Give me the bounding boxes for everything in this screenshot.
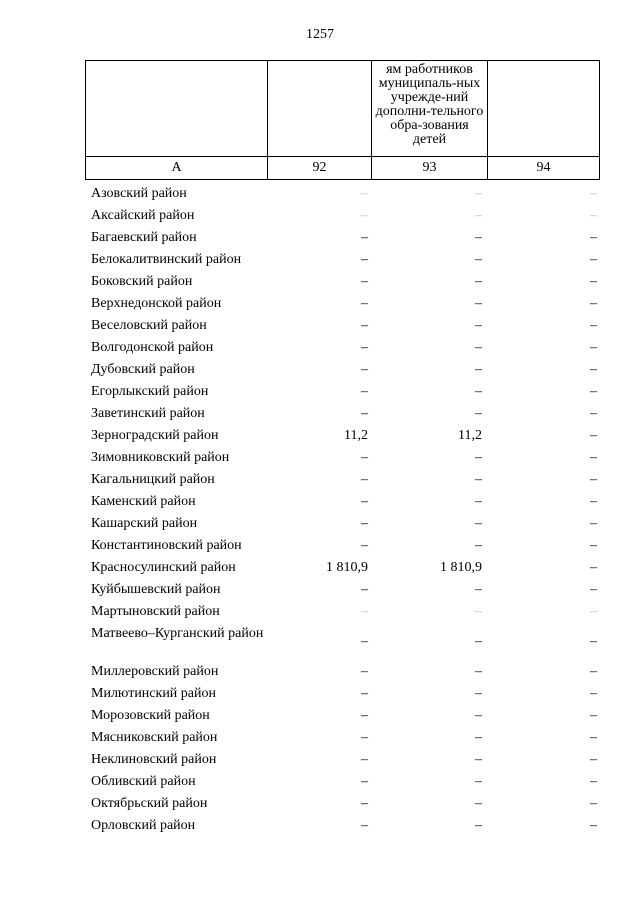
value-col-93: – (475, 362, 482, 377)
value-col-94: – (590, 252, 597, 267)
table-row (91, 468, 597, 490)
district-name: Милютинский район (91, 686, 217, 701)
district-name: Октябрьский район (91, 796, 208, 811)
value-col-93: – (475, 538, 482, 553)
header-cell-93 (372, 61, 488, 157)
value-col-93: – (475, 230, 482, 245)
value-col-92: – (361, 406, 368, 421)
value-col-93: – (475, 796, 482, 811)
column-number-92: 92 (268, 157, 372, 180)
district-name: Обливский район (91, 774, 196, 789)
district-name: Красносулинский район (91, 560, 236, 575)
district-name: Мясниковский район (91, 730, 218, 745)
value-col-94: – (590, 384, 597, 399)
table-row (91, 314, 597, 336)
value-col-92: – (361, 686, 368, 701)
value-col-94: – (590, 494, 597, 509)
table-row (91, 622, 597, 660)
value-col-93: – (475, 686, 482, 701)
value-col-92: – (361, 538, 368, 553)
value-col-93: – (475, 450, 482, 465)
value-col-94: – (590, 450, 597, 465)
table-row (91, 292, 597, 314)
district-name: Орловский район (91, 818, 196, 833)
header-cell-92 (268, 61, 372, 157)
value-col-92: – (361, 230, 368, 245)
value-col-93: – (475, 384, 482, 399)
table-row (91, 248, 597, 270)
value-col-93: – (475, 708, 482, 723)
district-name: Дубовский район (91, 362, 195, 377)
table-row (91, 660, 597, 682)
table-row (91, 226, 597, 248)
table-row (91, 204, 597, 226)
value-col-93: – (475, 664, 482, 679)
table-row (91, 446, 597, 468)
value-col-93: – (475, 472, 482, 487)
district-name: Морозовский район (91, 708, 210, 723)
value-col-94: – (590, 664, 597, 679)
value-col-92: – (361, 752, 368, 767)
value-col-92: – (361, 362, 368, 377)
column-93-heading: ям работников муниципаль-ных учрежде-ний дополни-тельного обра-зования детей (375, 62, 484, 147)
header-cell-a (86, 61, 268, 157)
value-col-94: – (590, 538, 597, 553)
value-col-94: – (590, 428, 597, 443)
table-row (91, 600, 597, 622)
district-name: Константиновский район (91, 538, 242, 553)
district-name: Миллеровский район (91, 664, 219, 679)
value-col-92: – (361, 472, 368, 487)
table-row (91, 182, 597, 204)
table-row (91, 270, 597, 292)
value-col-94: – (590, 340, 597, 355)
table-row (91, 556, 597, 578)
district-name: Белокалитвинский район (91, 252, 242, 267)
table-body (91, 182, 597, 836)
value-col-92: – (361, 384, 368, 399)
header-cell-94 (488, 61, 600, 157)
table-row (91, 424, 597, 446)
value-col-92: – (361, 516, 368, 531)
page-number: 1257 (306, 27, 334, 42)
header-row (86, 61, 600, 157)
value-col-94: – (590, 186, 597, 201)
value-col-92: – (361, 494, 368, 509)
table-row (91, 336, 597, 358)
value-col-94: – (590, 708, 597, 723)
table-row (91, 814, 597, 836)
value-col-94: – (590, 686, 597, 701)
value-col-92: 1 810,9 (326, 560, 368, 575)
value-col-93: – (475, 730, 482, 745)
value-col-93: – (475, 252, 482, 267)
value-col-92: – (361, 252, 368, 267)
value-col-94: – (590, 362, 597, 377)
district-name: Мартыновский район (91, 604, 220, 619)
column-number-row (86, 157, 600, 180)
district-name: Кашарский район (91, 516, 198, 531)
value-col-93: – (475, 318, 482, 333)
value-col-92: – (361, 796, 368, 811)
value-col-94: – (590, 774, 597, 789)
value-col-94: – (590, 582, 597, 597)
district-name: Верхнедонской район (91, 296, 222, 311)
value-col-92: – (361, 186, 368, 201)
column-number-94: 94 (488, 157, 600, 180)
table-row (91, 512, 597, 534)
value-col-92: – (361, 274, 368, 289)
value-col-93: – (475, 274, 482, 289)
value-col-92: – (361, 774, 368, 789)
district-name: Веселовский район (91, 318, 207, 333)
value-col-92: – (361, 664, 368, 679)
district-name: Азовский район (91, 186, 187, 201)
value-col-93: – (475, 516, 482, 531)
value-col-94: – (590, 472, 597, 487)
value-col-92: – (361, 318, 368, 333)
district-name: Зерноградский район (91, 428, 219, 443)
table-row (91, 682, 597, 704)
value-col-94: – (590, 818, 597, 833)
value-col-94: – (590, 274, 597, 289)
district-name: Аксайский район (91, 208, 195, 223)
value-col-94: – (590, 208, 597, 223)
value-col-94: – (590, 516, 597, 531)
value-col-94: – (590, 296, 597, 311)
value-col-93: – (475, 494, 482, 509)
value-col-94: – (590, 318, 597, 333)
value-col-92: – (361, 634, 368, 649)
value-col-93: – (475, 406, 482, 421)
value-col-94: – (590, 560, 597, 575)
table-row (91, 534, 597, 556)
value-col-92: – (361, 296, 368, 311)
value-col-94: – (590, 752, 597, 767)
value-col-94: – (590, 730, 597, 745)
value-col-93: 1 810,9 (440, 560, 482, 575)
table-row (91, 770, 597, 792)
district-name: Куйбышевский район (91, 582, 221, 597)
value-col-92: – (361, 582, 368, 597)
table-row (91, 402, 597, 424)
value-col-93: – (475, 582, 482, 597)
value-col-93: – (475, 296, 482, 311)
table-row (91, 704, 597, 726)
value-col-92: – (361, 340, 368, 355)
value-col-94: – (590, 634, 597, 649)
district-name: Неклиновский район (91, 752, 217, 767)
table-row (91, 490, 597, 512)
district-name: Каменский район (91, 494, 196, 509)
value-col-93: – (475, 340, 482, 355)
value-col-93: – (475, 752, 482, 767)
table-header (85, 60, 600, 180)
district-name: Кагальницкий район (91, 472, 215, 487)
column-number-a: А (86, 157, 268, 180)
table-row (91, 358, 597, 380)
value-col-92: – (361, 730, 368, 745)
value-col-93: – (475, 634, 482, 649)
value-col-93: – (475, 774, 482, 789)
value-col-92: – (361, 708, 368, 723)
table-row (91, 726, 597, 748)
value-col-93: – (475, 818, 482, 833)
value-col-92: – (361, 208, 368, 223)
district-name: Егорлыкский район (91, 384, 209, 399)
district-name: Матвеево–Курганский район (91, 626, 264, 641)
value-col-92: – (361, 450, 368, 465)
value-col-94: – (590, 604, 597, 619)
value-col-94: – (590, 230, 597, 245)
table-row (91, 748, 597, 770)
district-name: Багаевский район (91, 230, 197, 245)
value-col-93: 11,2 (458, 428, 482, 443)
table-row (91, 380, 597, 402)
district-name: Заветинский район (91, 406, 205, 421)
value-col-94: – (590, 406, 597, 421)
value-col-92: 11,2 (344, 428, 368, 443)
value-col-93: – (475, 208, 482, 223)
value-col-92: – (361, 818, 368, 833)
value-col-93: – (475, 186, 482, 201)
district-name: Боковский район (91, 274, 193, 289)
district-name: Зимовниковский район (91, 450, 230, 465)
value-col-94: – (590, 796, 597, 811)
table-row (91, 792, 597, 814)
value-col-93: – (475, 604, 482, 619)
column-number-93: 93 (372, 157, 488, 180)
value-col-92: – (361, 604, 368, 619)
table-row (91, 578, 597, 600)
district-name: Волгодонской район (91, 340, 214, 355)
